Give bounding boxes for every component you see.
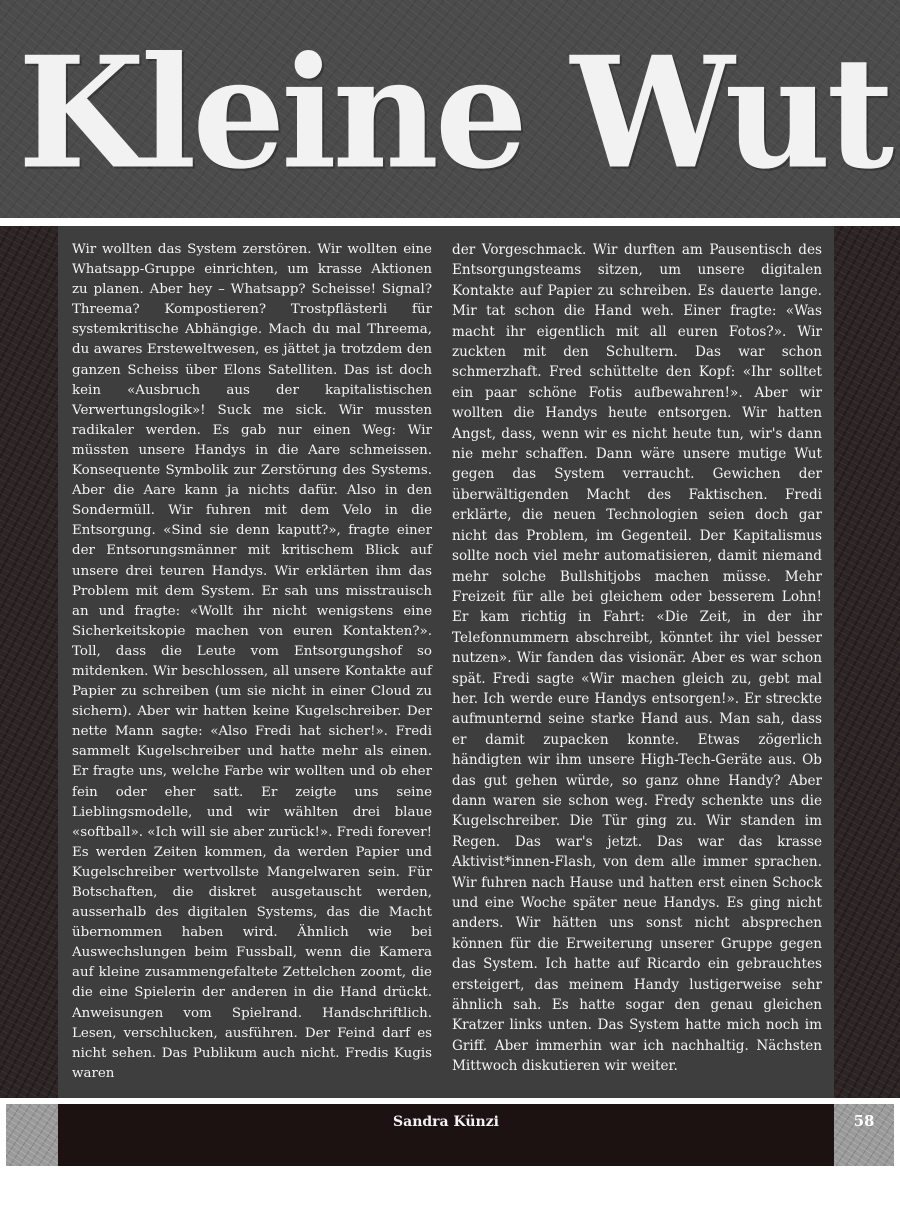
right-margin-texture <box>834 226 900 1098</box>
author-bar <box>58 1104 834 1166</box>
page-number: 58 <box>853 1112 875 1130</box>
article-body <box>58 226 834 1098</box>
footer-left-texture <box>6 1104 58 1166</box>
page-title: Kleine Wut <box>18 23 891 204</box>
left-margin-texture <box>0 226 58 1098</box>
title-band <box>0 0 900 218</box>
author-name: Sandra Künzi <box>393 1114 499 1130</box>
article-column-left: Wir wollten das System zerstören. Wir wollten eine Whatsapp-Gruppe einrichten, um krasse Aktionen zu planen. Aber hey – Whatsapp? Scheisse! Signal? Threema? Kompostieren? Trostpflästerli für systemkritische Abhängige. Mach du mal Threema, du awares Ersteweltwesen, es jättet ja trotzdem den ganzen Scheiss über Elons Satelliten. Das ist doch kein «Ausbruch aus der kapitalistischen Verwertungslogik»! Suck me sick. Wir mussten radikaler werden. Es gab nur einen Weg: Wir müssten unsere Handys in die Aare schmeissen. Konsequente Symbolik zur Zerstörung des Systems. Aber die Aare kann ja nichts dafür. Also in den Sondermüll. Wir fuhren mit dem Velo in die Entsorgung. «Sind sie denn kaputt?», fragte einer der Entsorungsmänner mit kritischem Blick auf unsere drei teuren Handys. Wir erklärten ihm das Problem mit dem System. Er sah uns misstrauisch an und fragte: «Wollt ihr nicht wenigstens eine Sicherkeitskopie machen von euren Kontakten?». Toll, dass die Leute vom Entsorgungshof so mitdenken. Wir beschlossen, all unsere Kontakte auf Papier zu schreiben (um sie nicht in einer Cloud zu sichern). Aber wir hatten keine Kugelschreiber. Der nette Mann sagte: «Also Fredi hat sicher!». Fredi sammelt Kugelschreiber und hatte mehr als einen. Er fragte uns, welche Farbe wir wollten und ob eher fein oder eher satt. Er zeigte uns seine Lieblingsmodelle, und wir wählten drei blaue «softball». «Ich will sie aber zurück!». Fredi forever! Es werden Zeiten kommen, da werden Papier und Kugelschreiber wertvollste Mangelwaren sein. Für Botschaften, die diskret ausgetauscht werden, ausserhalb des digitalen Systems, das die Macht übernommen haben wird. Ähnlich wie bei Auswechslungen beim Fussball, wenn die Kamera auf kleine zusammengefaltete Zettelchen zoomt, die die eine Spielerin der anderen in die Hand drückt. Anweisungen vom Spielrand. Handschriftlich. Lesen, verschlucken, ausführen. Der Feind darf es nicht sehen. Das Publikum auch nicht. Fredis Kugis waren <box>72 242 432 1081</box>
article-column-right: der Vorgeschmack. Wir durften am Pausentisch des Entsorgungsteams sitzen, um unsere digitalen Kontakte auf Papier zu schreiben. Es dauerte lange. Mir tat schon die Hand weh. Einer fragte: «Was macht ihr eigentlich mit all euren Fotos?». Wir zuckten mit den Schultern. Das war schon schmerzhaft. Fred schüttelte den Kopf: «Ihr solltet ein paar schöne Fotis aufbewahren!». Aber wir wollten die Handys heute entsorgen. Wir hatten Angst, dass, wenn wir es nicht heute tun, wir's dann nie mehr schaffen. Dann wäre unsere mutige Wut gegen das System verraucht. Gewichen der überwältigenden Macht des Faktischen. Fredi erklärte, die neuen Technologien seien doch gar nicht das Problem, im Gegenteil. Der Kapitalismus sollte noch viel mehr automatisieren, damit niemand mehr solche Bullshitjobs machen müsse. Mehr Freizeit für alle bei gleichem oder besserem Lohn! Er kam richtig in Fahrt: «Die Zeit, in der ihr Telefonnummern abschreibt, könntet ihr viel besser nutzen». Wir fanden das visionär. Aber es war schon spät. Fredi sagte «Wir machen gleich zu, gebt mal her. Ich werde eure Handys entsorgen!». Er streckte aufmunternd seine starke Hand aus. Man sah, dass er damit zupacken konnte. Etwas zögerlich händigten wir ihm unsere High-Tech-Geräte aus. Ob das gut gehen würde, so ganz ohne Handy? Aber dann waren sie schon weg. Fredy schenkte uns die Kugelschreiber. Die Tür ging zu. Wir standen im Regen. Das war's jetzt. Das war das krasse Aktivist*innen-Flash, von dem alle immer sprachen. Wir fuhren nach Hause und hatten erst einen Schock und eine Woche später neue Handys. Es ging nicht anders. Wir hätten uns sonst nicht absprechen können für die Erweiterung unserer Gruppe gegen das System. Ich hatte auf Ricardo ein gebrauchtes ersteigert, das meinem Handy lustigerweise sehr ähnlich sah. Es hatte sogar den genau gleichen Kratzer links unten. Das System hatte mich noch im Griff. Aber immerhin war ich nachhaltig. Nächsten Mittwoch diskutieren wir weiter. <box>452 242 822 1075</box>
title-divider <box>0 218 900 226</box>
